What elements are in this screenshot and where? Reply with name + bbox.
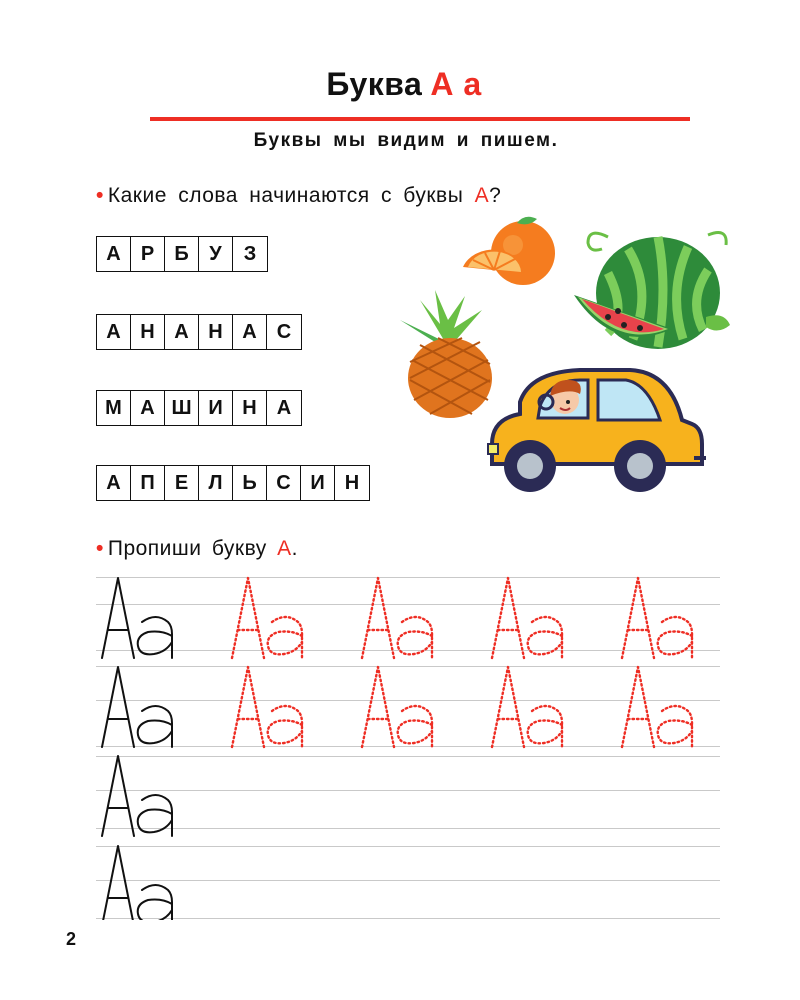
letter-cell: Н (199, 315, 233, 349)
word-apelsin (96, 465, 370, 501)
letter-cell: Р (131, 237, 165, 271)
trace-letter-pair (622, 578, 692, 658)
word-ananas (96, 314, 302, 350)
letter-cell: П (131, 466, 165, 500)
bullet-icon: • (96, 537, 104, 560)
title-letter: А а (430, 66, 482, 102)
letter-cell: А (276, 396, 292, 419)
trace-letter-pair (362, 667, 432, 747)
sample-letter-pair (102, 846, 172, 920)
letter-cell: А (131, 391, 165, 425)
instruction-text: Пропиши букву (107, 537, 267, 560)
letter-cell: А (165, 315, 199, 349)
letter-cell: А (233, 315, 267, 349)
letter-cell: Б (165, 237, 199, 271)
orange-icon (455, 215, 565, 295)
sample-letter-pair (102, 756, 172, 836)
title-word: Буква (326, 66, 423, 102)
watermelon-icon (568, 225, 738, 355)
question-text: Какие слова начинаются с буквы (107, 184, 464, 207)
letter-cell: Л (199, 466, 233, 500)
task2-instruction (96, 537, 298, 561)
letter-cell: Н (131, 315, 165, 349)
letter-cell: Н (344, 471, 360, 494)
letter-cell: Е (165, 466, 199, 500)
letter-cell: С (267, 466, 301, 500)
letter-cell: З (243, 242, 257, 265)
task1-question (96, 184, 501, 208)
letter-cell: И (199, 391, 233, 425)
page-title (0, 66, 800, 103)
letter-cell: Н (233, 391, 267, 425)
letter-cell: И (301, 466, 335, 500)
letter-cell: У (199, 237, 233, 271)
trace-letter-pair (362, 578, 432, 658)
instruction-letter: А (277, 537, 292, 560)
letter-cell: Ш (165, 391, 199, 425)
sample-letter-pair (102, 667, 172, 747)
subtitle: Буквы мы видим и пишем. (253, 130, 559, 151)
bullet-icon: • (96, 184, 104, 207)
letter-cell: А (97, 315, 131, 349)
trace-letter-pair (232, 667, 302, 747)
page-number: 2 (66, 929, 77, 949)
question-mark: ? (489, 184, 502, 207)
trace-letter-pair (492, 667, 562, 747)
letter-cell: А (97, 237, 131, 271)
writing-practice (96, 570, 726, 920)
letter-cell: А (97, 466, 131, 500)
word-arbuz (96, 236, 268, 272)
title-underline (150, 117, 690, 121)
sample-letter-pair (102, 578, 172, 658)
trace-letter-pair (232, 578, 302, 658)
car-icon (470, 362, 710, 502)
word-mashina (96, 390, 302, 426)
trace-letter-pair (622, 667, 692, 747)
trace-letter-pair (492, 578, 562, 658)
question-letter: А (474, 184, 490, 207)
instruction-period: . (291, 537, 298, 560)
letter-cell: М (97, 391, 131, 425)
letter-cell: Ь (233, 466, 267, 500)
letter-cell: С (276, 320, 292, 343)
